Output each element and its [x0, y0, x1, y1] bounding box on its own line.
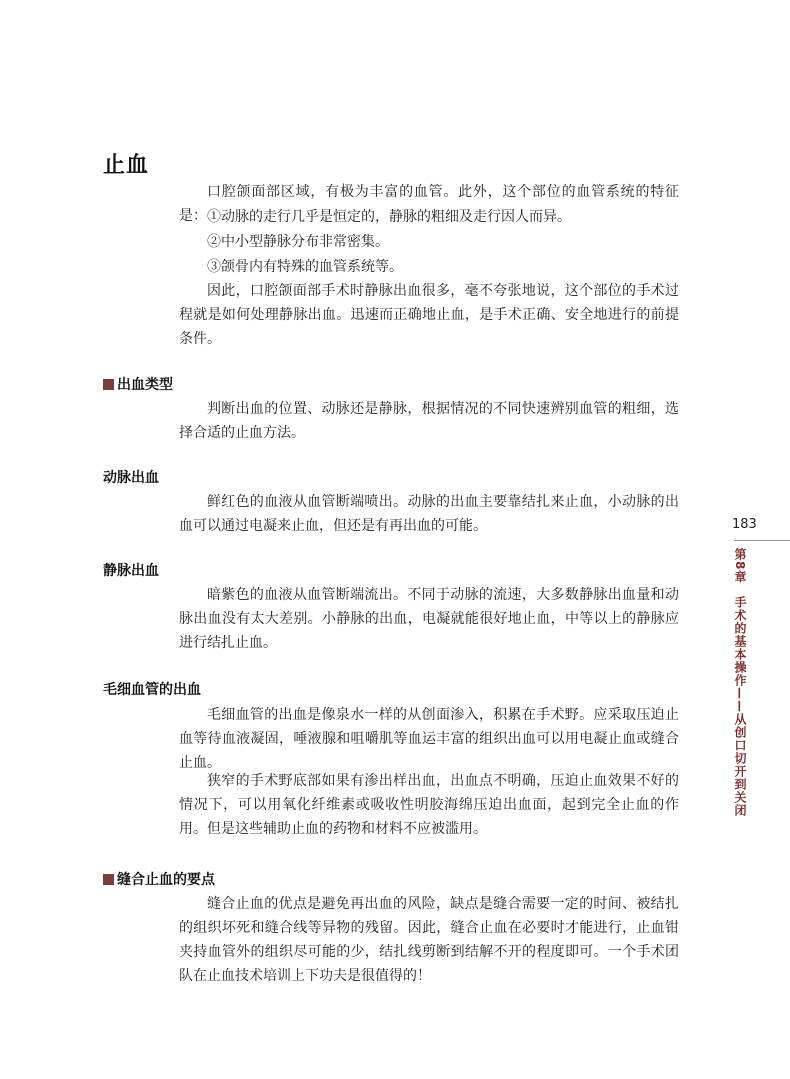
- subheading-venous: 静脉出血: [103, 563, 159, 579]
- sidebar-divider: [734, 540, 790, 541]
- suture-text: 缝合止血的优点是避免再出血的风险，缺点是缝合需要一定的时间、被结扎的组织坏死和缝合线等异物的残留。因此，缝合止血在必要时才能进行，止血钳夹持血管外的组织尽可能的少，结扎线剪断到结解不开的程度即可。一个手术团队在止血技术培训上下功夫是很值得的！: [179, 896, 679, 984]
- section-heading-bleeding-types: [103, 374, 173, 394]
- section-heading-label: 出血类型: [117, 377, 173, 393]
- capillary-text-1: 毛细血管的出血是像泉水一样的从创面渗入，积累在手术野。应采取压迫止血等待血液凝固，唾液腺和咀嚼肌等血运丰富的组织出血可以用电凝止血或缝合止血。: [179, 707, 679, 771]
- intro-item-3: ③颌骨内有特殊的血管系统等。: [207, 259, 403, 275]
- chapter-label: 第8章: [733, 548, 747, 584]
- arterial-text: 鲜红色的血液从血管断端喷出。动脉的出血主要靠结扎来止血，小动脉的出血可以通过电凝来止血，但还是有再出血的可能。: [179, 494, 679, 534]
- subheading-arterial: 动脉出血: [103, 470, 159, 486]
- capillary-text-2: 狭窄的手术野底部如果有渗出样出血，出血点不明确，压迫止血效果不好的情况下，可以用氧化纤维素或吸收性明胶海绵压迫出血面，起到完全止血的作用。但是这些辅助止血的药物和材料不应被滥用。: [179, 773, 679, 837]
- subheading-capillary: 毛细血管的出血: [103, 682, 201, 698]
- square-bullet-icon: [103, 874, 114, 885]
- intro-conclusion: 因此，口腔颌面部手术时静脉出血很多，毫不夸张地说，这个部位的手术过程就是如何处理静脉出血。迅速而正确地止血，是手术正确、安全地进行的前提条件。: [179, 283, 679, 347]
- section-heading-label: 缝合止血的要点: [117, 872, 215, 888]
- square-bullet-icon: [103, 379, 114, 390]
- page-title: 止血: [103, 153, 150, 178]
- intro-paragraph: 口腔颌面部区域，有极为丰富的血管。此外，这个部位的血管系统的特征是：: [179, 184, 679, 224]
- venous-text: 暗紫色的血液从血管断端流出。不同于动脉的流速，大多数静脉出血量和动脉出血没有太大差别。小静脉的出血，电凝就能很好地止血，中等以上的静脉应进行结扎止血。: [179, 587, 679, 651]
- section-heading-suture: [103, 869, 215, 889]
- page-number: 183: [732, 517, 757, 532]
- bleeding-types-text: 判断出血的位置、动脉还是静脉，根据情况的不同快速辨别血管的粗细，选择合适的止血方法。: [179, 401, 679, 441]
- intro-item-1: ①动脉的走行几乎是恒定的，静脉的粗细及走行因人而异。: [207, 209, 571, 225]
- intro-item-2: ②中小型静脉分布非常密集。: [207, 234, 389, 250]
- chapter-title: 手术的基本操作——从创口切开到关闭: [733, 596, 747, 817]
